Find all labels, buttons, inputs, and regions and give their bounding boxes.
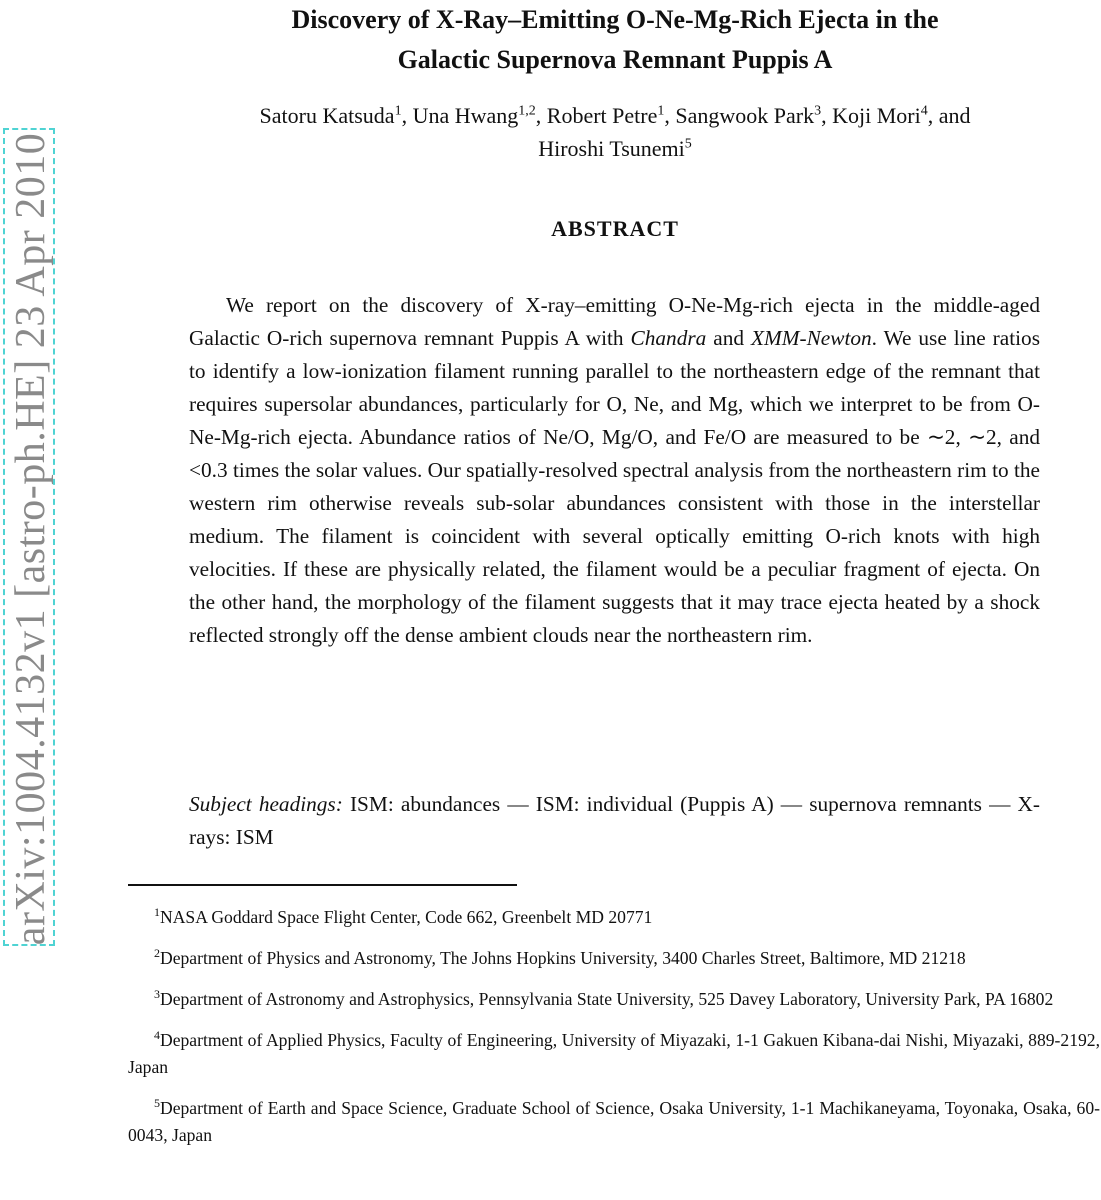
chandra-mission: Chandra	[630, 326, 707, 350]
author-1: Satoru Katsuda$^1$,	[259, 103, 413, 128]
author-6: Hiroshi Tsunemi$^5$	[538, 136, 692, 161]
footnote-4: $^4$Department of Applied Physics, Faculty of Engineering, University of Miyazaki, 1-1 Gakuen Kibana-dai Nishi, Miyazaki, 889-2192, Japan	[128, 1028, 1100, 1077]
author-2: Una Hwang$^{1,2}$,	[412, 103, 547, 128]
footnote-2: $^2$Department of Physics and Astronomy, The Johns Hopkins University, 3400 Charles Street, Baltimore, MD 21218	[154, 946, 966, 968]
arxiv-identifier[interactable]: arXiv:1004.4132v1 [astro-ph.HE] 23 Apr 2010	[8, 132, 54, 946]
footnote-1: $^1$NASA Goddard Space Flight Center, Code 662, Greenbelt MD 20771	[154, 905, 653, 927]
author-2-affiliation: 1,2	[518, 103, 536, 119]
footnote-3: $^3$Department of Astronomy and Astrophysics, Pennsylvania State University, 525 Davey Laboratory, University Park, PA 16802	[154, 987, 1054, 1009]
author-4: Sangwook Park$^3$,	[675, 103, 833, 128]
title-line-1: Discovery of X-Ray–Emitting O-Ne-Mg-Rich Ejecta in the	[291, 5, 939, 34]
subject-headings	[189, 788, 1040, 854]
author-6-affiliation: 5	[684, 136, 692, 152]
footnote-5: $^5$Department of Earth and Space Science, Graduate School of Science, Osaka University, 1-1 Machikaneyama, Toyonaka, Osaka, 60-0043, Japan	[128, 1096, 1100, 1145]
abstract-heading: ABSTRACT	[551, 216, 679, 241]
subject-headings-label: Subject headings:	[189, 792, 343, 816]
author-1-affiliation: 1	[394, 103, 402, 119]
arxiv-stamp	[3, 128, 55, 946]
author-3-affiliation: 1	[657, 103, 665, 119]
author-5: Koji Mori$^4$, and	[832, 103, 971, 128]
footnotes	[128, 904, 1100, 1163]
abstract-text: We report on the discovery of X-ray–emitting O-Ne-Mg-rich ejecta in the middle-aged Galactic O-rich supernova remnant Puppis A with Chandra and XMM-Newton. We use line ratios to identify a low-ionization filament running parallel to the northeastern edge of the remnant that requires supersolar abundances, particularly for O, Ne, and Mg, which we interpret to be from O-Ne-Mg-rich ejecta. Abundance ratios of Ne/O, Mg/O, and Fe/O are measured to be ∼2, ∼2, and <0.3 times the solar values. Our spatially-resolved spectral analysis from the northeastern rim to the western rim otherwise reveals sub-solar abundances consistent with those in the interstellar medium. The filament is coincident with several optically emitting O-rich knots with high velocities. If these are physically related, the filament would be a peculiar fragment of ejecta. On the other hand, the morphology of the filament suggests that it may trace ejecta heated by a shock reflected strongly off the dense ambient clouds near the northeastern rim.	[189, 293, 1040, 647]
subject-headings-text: ISM: abundances — ISM: individual (Puppis A) — supernova remnants — X-rays: ISM	[189, 792, 1040, 849]
footnote-rule	[128, 884, 517, 886]
author-3: Robert Petre$^1$,	[546, 103, 676, 128]
xmm-mission: XMM-Newton	[751, 326, 872, 350]
paper-title	[150, 0, 1080, 80]
author-list	[150, 99, 1080, 165]
author-4-affiliation: 3	[814, 103, 822, 119]
author-5-affiliation: 4	[920, 103, 928, 119]
title-line-2: Galactic Supernova Remnant Puppis A	[397, 45, 833, 74]
